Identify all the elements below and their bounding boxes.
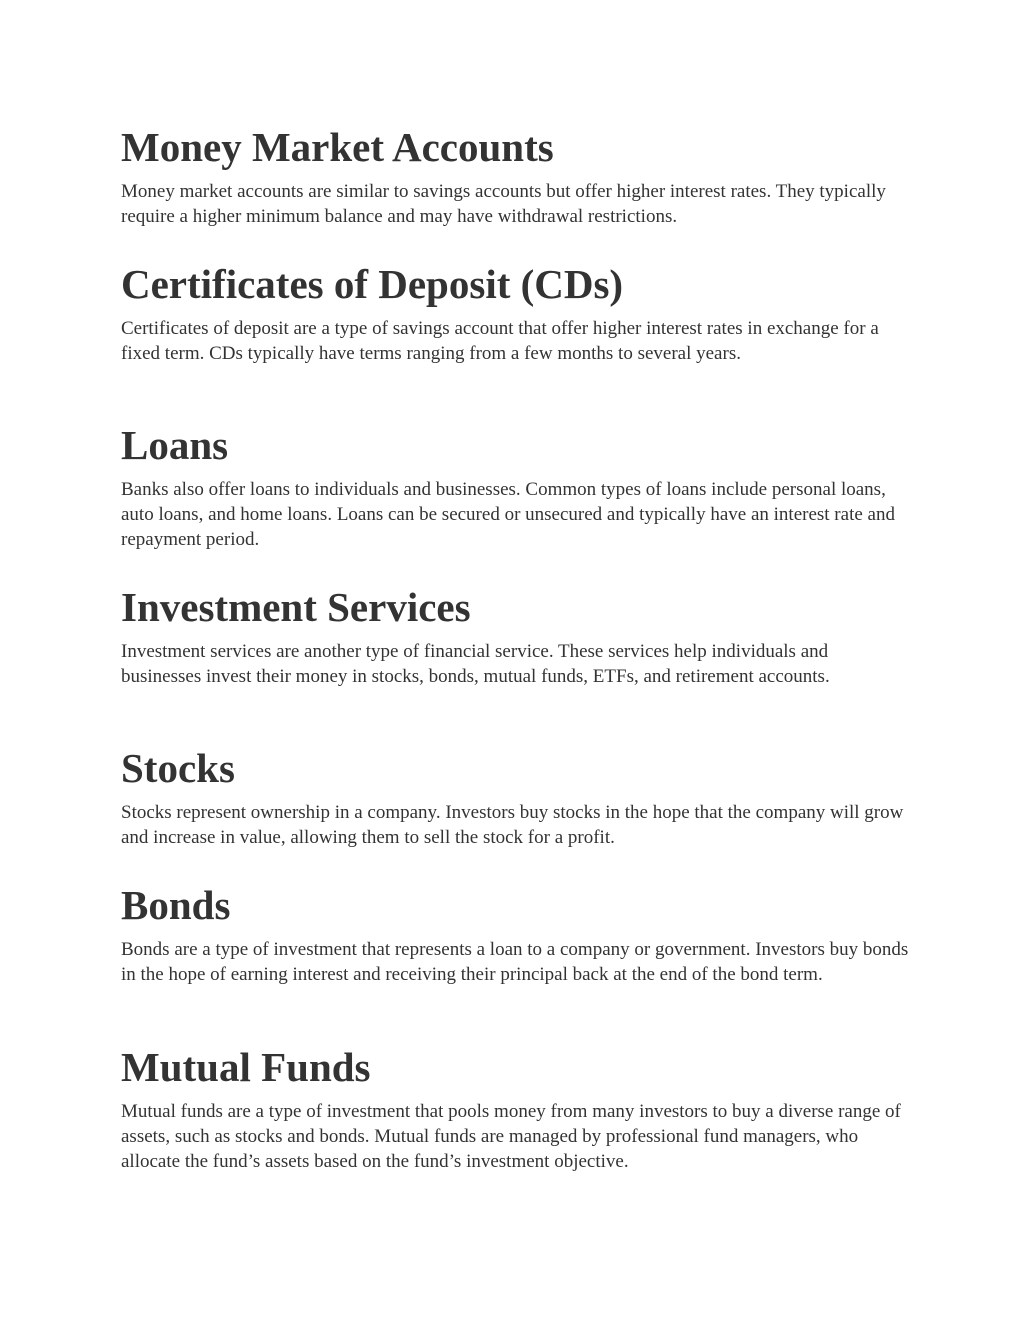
section-stocks [121, 744, 911, 850]
section-certificates-of-deposit [121, 260, 911, 366]
section-heading: Certificates of Deposit (CDs) [121, 261, 624, 307]
section-bonds [121, 881, 911, 987]
section-body: Money market accounts are similar to savings accounts but offer higher interest rates. They typically require a higher minimum balance and may have withdrawal restrictions. [121, 181, 886, 227]
section-investment-services [121, 583, 911, 689]
section-body: Bonds are a type of investment that represents a loan to a company or government. Investors buy bonds in the hope of earning interest and receiving their principal back at the end of the bond term. [121, 939, 909, 985]
section-body: Stocks represent ownership in a company. Investors buy stocks in the hope that the company will grow and increase in value, allowing them to sell the stock for a profit. [121, 802, 904, 848]
section-heading: Loans [121, 422, 229, 468]
section-body: Investment services are another type of financial service. These services help individuals and businesses invest their money in stocks, bonds, mutual funds, ETFs, and retirement accounts. [121, 641, 830, 687]
section-body: Mutual funds are a type of investment that pools money from many investors to buy a diverse range of assets, such as stocks and bonds. Mutual funds are managed by professional fund managers, who allocate the fund’s assets based on the fund’s investment objective. [121, 1101, 901, 1172]
section-body: Certificates of deposit are a type of savings account that offer higher interest rates in exchange for a fixed term. CDs typically have terms ranging from a few months to several years. [121, 318, 879, 364]
section-mutual-funds [121, 1043, 911, 1174]
section-heading: Mutual Funds [121, 1044, 371, 1090]
section-heading: Stocks [121, 745, 235, 791]
section-heading: Money Market Accounts [121, 124, 554, 170]
section-loans [121, 421, 911, 552]
section-body: Banks also offer loans to individuals and businesses. Common types of loans include personal loans, auto loans, and home loans. Loans can be secured or unsecured and typically have an interest rate and repayment period. [121, 479, 895, 550]
section-heading: Investment Services [121, 584, 471, 630]
section-money-market-accounts [121, 123, 911, 229]
section-heading: Bonds [121, 882, 231, 928]
